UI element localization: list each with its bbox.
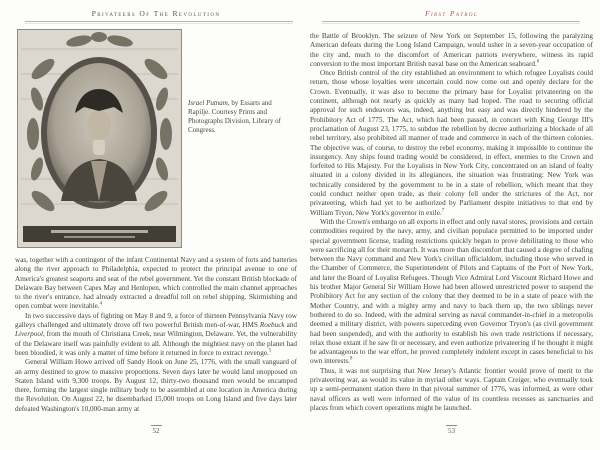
figure-caption: Israel Putnam, by Essarts and Rapilje. Courtesy Prints and Photographs Division, Library of Congress. bbox=[188, 99, 281, 134]
folio-number: 53 bbox=[448, 427, 455, 435]
paragraph: was, together with a contingent of the infant Continental Navy and a system of forts and batteries along the river approach to Philadelphia, expected to protect the principal avenue to one of America's greatest seaports and seat of the rebel government. Yet the constant British blockade of Delaware Bay between Capes May and Henlopen, which controlled the main channel approaches to the river's entrance, had already extracted a dreadful toll on rebel shipping. Skirmishing and open combat were inevitable.$^4$ bbox=[15, 256, 297, 311]
paragraph: Thus, it was not surprising that New Jersey's Atlantic frontier would prove of merit to the privateering war, as would its value in myriad other ways. Captain Creiger, who eventually took up a semi-permanent station there in that pivotal summer of 1776, was informed, as were other naval officers as well were informed of the value of its countless recesses as sanctuaries and places from which covert operations might be launched. bbox=[310, 366, 593, 412]
portrait-engraving bbox=[17, 29, 182, 248]
paragraph: In two successive days of fighting on May 8 and 9, a force of thirteen Pennsylvania Navy row galleys challenged and ultimately drove off two powerful British men-of-war, HMS Roebuck and Liverpool, from the mouth of Christiana Creek, near Wilmington, Delaware. Yet, the vulnerability of the Delaware itself was painfully evident to all. Although the mightiest navy on the planet had been bloodied, it was only a matter of time before it returned in force to extract revenge.$^5$ bbox=[15, 311, 297, 357]
portrait-engraving-art bbox=[17, 29, 182, 248]
left-page-body bbox=[15, 256, 297, 414]
folio-number: 52 bbox=[152, 427, 160, 435]
bust-face bbox=[87, 110, 111, 140]
right-header-rule bbox=[322, 21, 580, 24]
right-page-body bbox=[310, 32, 593, 413]
right-running-head: First Patrol bbox=[424, 9, 479, 18]
left-running-head: Privateers Of The Revolution bbox=[91, 9, 221, 18]
left-page-number bbox=[15, 425, 297, 435]
right-page-number bbox=[310, 425, 593, 435]
paragraph: General William Howe arrived off Sandy Hook on June 25, 1776, with the small vanguard of an army destined to grow to massive proportions. Seven days later he would land unopposed on Staten Island with 9,300 troops. By August 12, thirty-two thousand men would be encamped there, forming the largest single military body to be assembled at one location in America during the Revolution. On August 22, he disembarked 15,000 troops on Long Island and five days later defeated Washington's 10,000-man army at bbox=[15, 358, 297, 413]
paragraph: Once British control of the city established an environment to which refugee Loyalists could return, those whose loyalties were uncertain could now come out and openly declare for the Crown. Eventually, it was also to become the primary base for Loyalist privateering on the continent, although not nearly as quickly as many had hoped. The road to securing official approval for such endeavors was, indeed, anything but easy and was directly hindered by the Prohibitory Act of 1775. The Act, which had been passed, in concert with King George III's proclamation of August 23, 1775, to subdue the rebellion by decree authorizing a blockade of all rebel territory, also prohibited all manner of trade and commerce in each of the thirteen colonies. The objective was, of course, to destroy the rebel economy, making it impossible to continue the insurgency. Any ships found trading would be considered, in effect, enemies to the Crown and forfeited to His Majesty. For the Loyalists in New York City, concentrated on an island of fealty situated in a colony divided in its allegiances, the situation was frustrating: New York was technically considered by the government to be in a state of rebellion, which meant that they could conduct neither open trade, as their colony fell under the strictures of the Act, nor privateering, which had yet to be authorized by Parliament despite initiatives to that end by William Tryon, New York's governor in exile.$^7$ bbox=[310, 69, 593, 217]
paragraph: With the Crown's embargo on all exports in effect and only naval stores, provisions and certain commodities required by the navy, army, and civilian populace permitted to be imported under special government license, trading restrictions quickly began to prove debilitating to those who were sacrificing all for their monarch. It was more than discomfort that caused a degree of chafing between the Navy command and New York's civilian officialdom, including those who served in the Chamber of Commerce, the Superintendent of Pilots and Captains of the Port of New York, and later the Board of Loyalist Refugees. Though Vice Admiral Lord Viscount Richard Howe and his brother Major General Sir William Howe had been allowed unrestricted power to suspend the Prohibitory Act for any section of the colony that they deemed to be in a state of peace with the Mother Country, and with a mighty army and navy to back them up, the two siblings never bothered to do so. Indeed, with the admiral serving as naval commander-in-chief in a metropolis deemed a military district, with powers superceding even Governor Tryon's (as civil government had been suspended), and with the authority to establish his own trade restrictions if necessary, relax those extant if he saw fit or necessary, and even authorize privateering if he thought it might be advantageous to the war effort, he proved completely indolent except in cases beneficial to his own interests.$^8$ bbox=[310, 217, 594, 366]
folio-rule bbox=[151, 425, 162, 426]
left-header-rule bbox=[25, 21, 293, 24]
engraved-title-plate bbox=[23, 226, 176, 242]
paragraph: the Battle of Brooklyn. The seizure of New York on September 15, following the paralyzing American defeats during the Long Island Campaign, would usher in a seven-year occupation of the city and, much to the discomfort of American patriots everywhere, witness its rapid conversion to the most important British naval base on the American seaboard.$^6$ bbox=[310, 32, 593, 68]
folio-rule bbox=[446, 425, 457, 426]
